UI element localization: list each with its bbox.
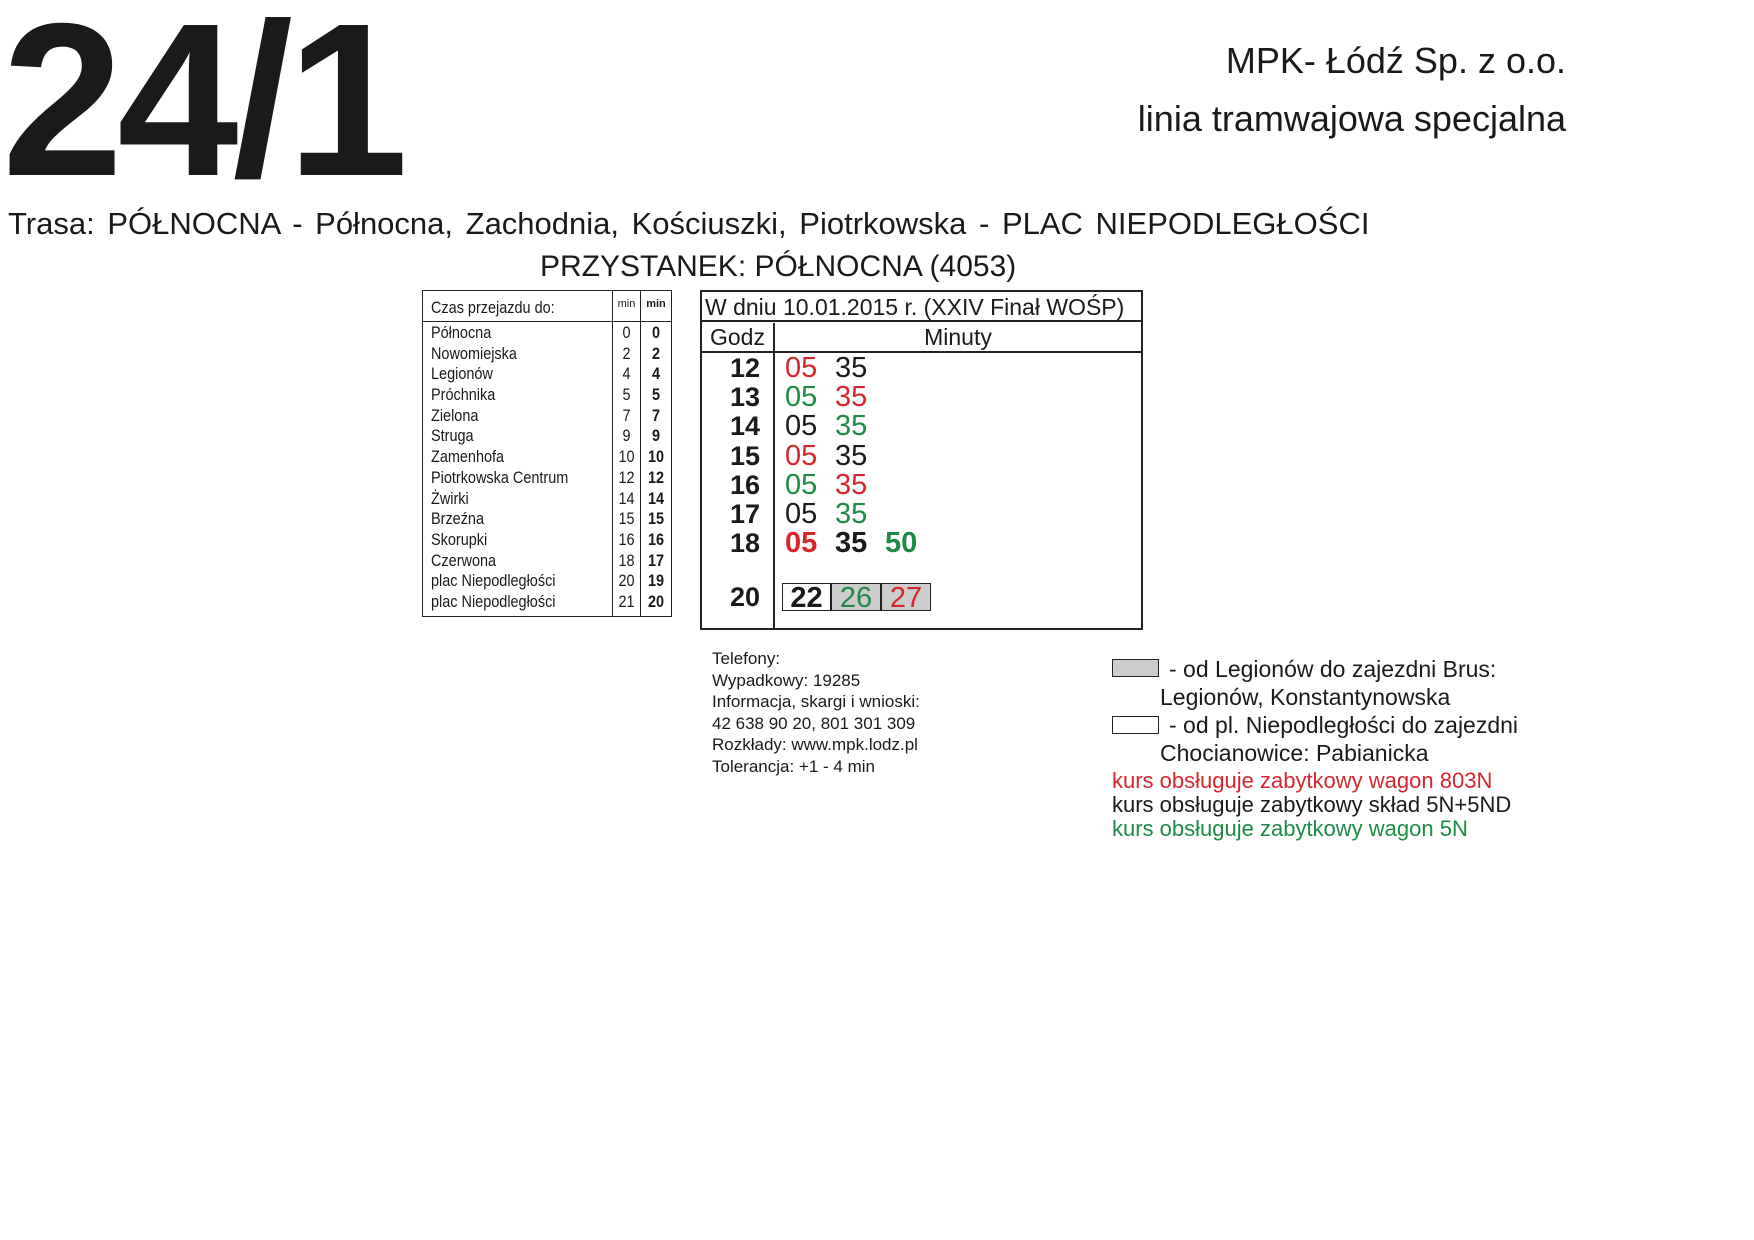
- stop-name-cell: Próchnika: [431, 385, 496, 405]
- timetable-hour-row: [702, 529, 1141, 558]
- timetable-hour-row: [702, 439, 1141, 472]
- line-number: 24/1: [2, 0, 403, 222]
- time-cell-1: 7: [622, 405, 631, 425]
- contact-line: Wypadkowy: 19285: [712, 670, 861, 690]
- contact-line: Telefony:: [712, 649, 781, 668]
- travel-time-row: [423, 343, 671, 364]
- hour-cell: 12: [729, 353, 761, 383]
- travel-time-header-label: Czas przejazdu do:: [431, 298, 555, 317]
- time-cell-1: 15: [618, 509, 635, 529]
- departure-minute: 05: [785, 381, 818, 414]
- time-cell-1: 5: [622, 385, 631, 405]
- departure-minute: 35: [835, 439, 868, 472]
- departure-minute: 35: [835, 352, 868, 384]
- travel-time-row: [423, 591, 671, 612]
- departure-minute: 22: [782, 583, 831, 611]
- departure-minute: 05: [785, 410, 818, 443]
- departure-minute: 05: [785, 439, 818, 472]
- time-cell-2: 9: [651, 426, 661, 446]
- stop-name-cell: plac Niepodległości: [431, 571, 556, 591]
- timetable-title: W dniu 10.01.2015 r. (XXIV Finał WOŚP): [702, 292, 1141, 322]
- travel-time-row: [423, 425, 671, 446]
- timetable-hour-row: [702, 581, 1141, 614]
- time-cell-2: 7: [651, 405, 661, 425]
- departure-minute: 26: [831, 583, 881, 611]
- travel-time-row: [423, 488, 671, 509]
- travel-time-row: [423, 446, 671, 467]
- hour-cell: 18: [729, 528, 761, 559]
- travel-time-row: [423, 322, 671, 343]
- stop-name-cell: Legionów: [431, 364, 493, 384]
- time-cell-1: 0: [622, 323, 631, 342]
- hour-cell: 16: [729, 469, 761, 500]
- legend-white-swatch: [1112, 716, 1159, 734]
- route-description: Trasa: PÓŁNOCNA - Północna, Zachodnia, Kościuszki, Piotrkowska - PLAC NIEPODLEGŁOŚCI: [8, 206, 1370, 241]
- travel-time-row: [423, 363, 671, 384]
- travel-time-rows: [423, 322, 671, 612]
- stop-name-cell: Skorupki: [431, 529, 488, 549]
- time-cell-2: 10: [647, 447, 665, 467]
- stop-name-cell: Zielona: [431, 405, 479, 425]
- time-cell-1: 9: [622, 426, 631, 446]
- departure-minute: 35: [835, 498, 868, 530]
- time-cell-1: 2: [622, 343, 631, 363]
- time-cell-2: 19: [647, 571, 665, 591]
- time-cell-2: 0: [651, 323, 661, 342]
- time-cell-2: 5: [651, 385, 661, 405]
- contact-line: Tolerancja: +1 - 4 min: [712, 756, 875, 776]
- legend-gray-line1: - od Legionów do zajezdni Brus:: [1169, 656, 1497, 682]
- departure-minute: 35: [835, 468, 868, 501]
- travel-time-table: [422, 290, 672, 617]
- departure-minute: 05: [785, 498, 818, 530]
- time-cell-1: 12: [618, 467, 635, 487]
- stop-name-cell: Struga: [431, 426, 474, 446]
- timetable-hour-row: [702, 412, 1141, 441]
- timetable: [700, 290, 1143, 630]
- stop-name-cell: Piotrkowska Centrum: [431, 467, 569, 487]
- departure-minute: 35: [835, 527, 868, 560]
- contact-line: Rozkłady: www.mpk.lodz.pl: [712, 735, 918, 754]
- travel-time-row: [423, 570, 671, 591]
- stop-name-cell: Brzeźna: [431, 509, 485, 529]
- company-name: MPK- Łódź Sp. z o.o.: [1225, 40, 1566, 81]
- time-cell-2: 15: [647, 509, 665, 529]
- timetable-column-header: [702, 323, 1141, 353]
- stop-name-cell: Nowomiejska: [431, 343, 517, 363]
- departure-minute: 05: [785, 352, 818, 384]
- contact-line: Informacja, skargi i wnioski:: [712, 692, 920, 711]
- stop-name-cell: Żwirki: [431, 488, 469, 508]
- hour-cell: 13: [729, 382, 761, 413]
- time-cell-1: 10: [618, 447, 635, 467]
- timetable-hour-row: [702, 354, 1141, 383]
- travel-time-header: [423, 291, 671, 322]
- stop-name-cell: Północna: [431, 323, 492, 342]
- legend-note-red: kurs obsługuje zabytkowy wagon 803N: [1112, 768, 1493, 793]
- time-cell-2: 2: [651, 343, 661, 363]
- departure-minute: 05: [785, 468, 818, 501]
- time-cell-2: 14: [647, 488, 665, 508]
- hour-cell: 15: [729, 440, 761, 471]
- hour-cell: 17: [729, 499, 761, 529]
- timetable-hour-row: [702, 383, 1141, 412]
- legend-white-line1: - od pl. Niepodległości do zajezdni: [1169, 712, 1519, 738]
- hour-cell: 14: [729, 411, 761, 442]
- time-cell-2: 17: [647, 550, 665, 570]
- travel-time-row: [423, 550, 671, 571]
- time-cell-1: 16: [618, 529, 635, 549]
- legend-white-line2: Chocianowice: Pabianicka: [1160, 740, 1429, 766]
- timetable-hour-row: [702, 500, 1141, 529]
- departure-minute: 35: [835, 410, 868, 443]
- time-cell-1: 21: [618, 591, 635, 611]
- departure-minute: 05: [785, 527, 818, 560]
- time-cell-2: 20: [647, 591, 665, 611]
- time-cell-2: 4: [651, 364, 661, 384]
- time-cell-2: 16: [647, 529, 665, 549]
- travel-time-header-min1: min: [617, 298, 636, 310]
- time-cell-1: 18: [618, 550, 635, 570]
- travel-time-row: [423, 467, 671, 488]
- departure-minute: 27: [881, 583, 931, 611]
- time-cell-1: 4: [622, 364, 631, 384]
- time-cell-1: 20: [618, 571, 635, 591]
- stop-name-cell: plac Niepodległości: [431, 591, 556, 611]
- travel-time-row: [423, 529, 671, 550]
- departure-minute: 50: [885, 527, 918, 560]
- hour-column-label: Godz: [710, 324, 765, 350]
- minutes-column-label: Minuty: [924, 324, 992, 350]
- departure-minute: 35: [835, 381, 868, 414]
- line-type: linia tramwajowa specjalna: [1137, 98, 1566, 139]
- stop-name: PRZYSTANEK: PÓŁNOCNA (4053): [540, 250, 1017, 283]
- timetable-hour-row: [702, 468, 1141, 501]
- time-cell-2: 12: [647, 467, 665, 487]
- contact-line: 42 638 90 20, 801 301 309: [712, 713, 916, 733]
- stop-name-cell: Zamenhofa: [431, 447, 505, 467]
- legend-note-green: kurs obsługuje zabytkowy wagon 5N: [1112, 816, 1468, 841]
- travel-time-row: [423, 384, 671, 405]
- time-cell-1: 14: [618, 488, 635, 508]
- legend-gray-line2: Legionów, Konstantynowska: [1160, 684, 1451, 710]
- stop-name-cell: Czerwona: [431, 550, 497, 570]
- hour-cell: 20: [729, 582, 761, 612]
- contact-info: [712, 648, 920, 777]
- travel-time-header-min2: min: [646, 298, 666, 310]
- legend-note-black: kurs obsługuje zabytkowy skład 5N+5ND: [1112, 792, 1512, 817]
- travel-time-row: [423, 405, 671, 426]
- travel-time-row: [423, 508, 671, 529]
- legend-gray-swatch: [1112, 659, 1159, 677]
